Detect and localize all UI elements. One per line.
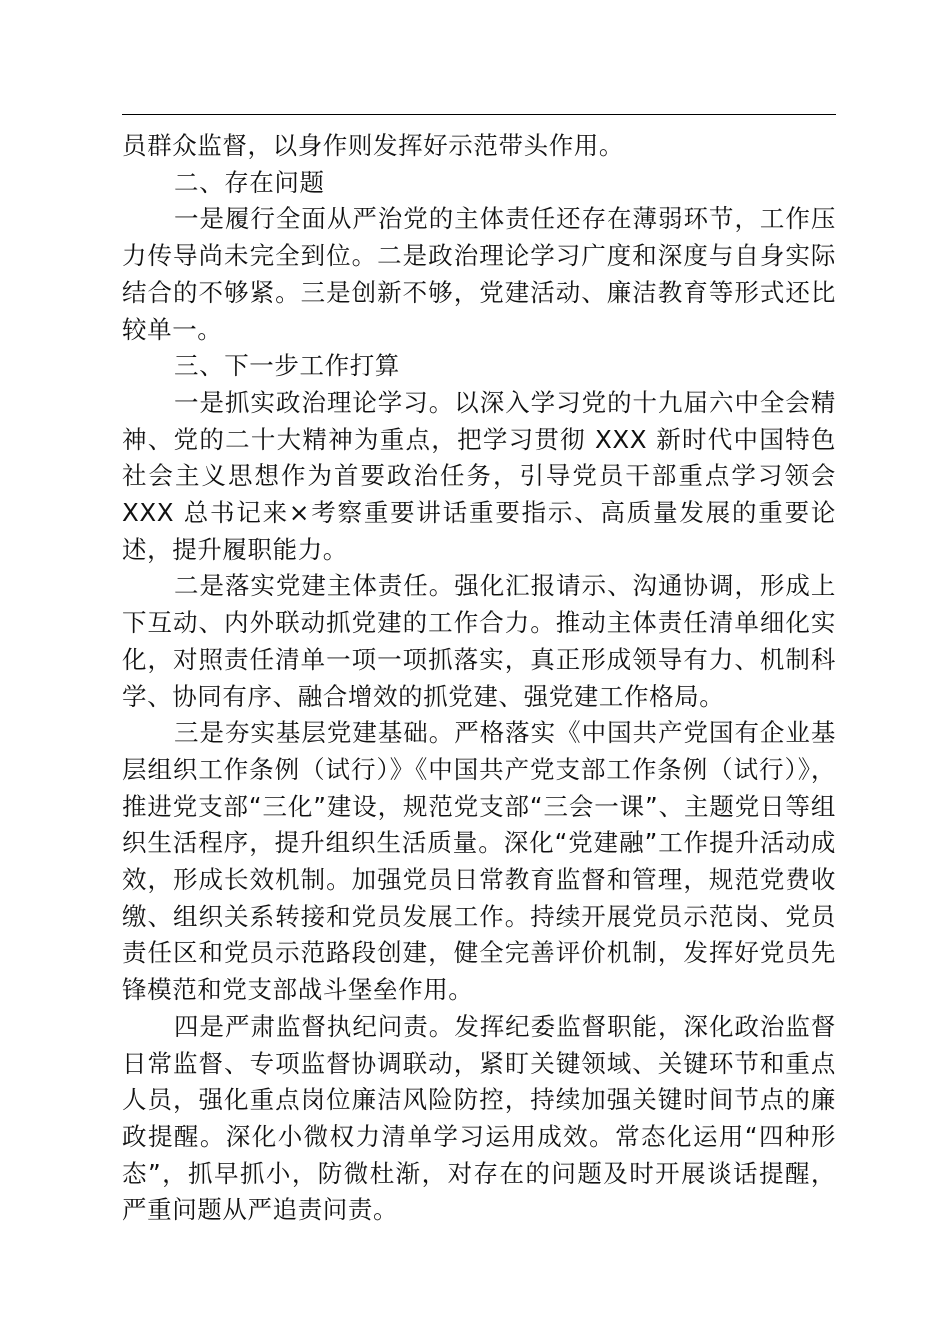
paragraph-party-responsibility: 二是落实党建主体责任。强化汇报请示、沟通协调，形成上下互动、内外联动抓党建的工作合力。推动主体责任清单细化实化，对照责任清单一项一项抓落实，真正形成领导有力、机制科学、协同有序、融合增效的抓党建、强党建工作格局。 (122, 571, 836, 711)
document-body (122, 128, 836, 1229)
paragraph-grassroots: 三是夯实基层党建基础。严格落实《中国共产党国有企业基层组织工作条例（试行）》《中国共产党支部工作条例（试行）》，推进党支部“三化”建设，规范党支部“三会一课”、主题党日等组织生活程序，提升组织生活质量。深化“党建融”工作提升活动成效，形成长效机制。加强党员日常教育监督和管理，规范党费收缴、组织关系转接和党员发展工作。持续开展党员示范岗、党员责任区和党员示范路段创建，健全完善评价机制，发挥好党员先锋模范和党支部战斗堡垒作用。 (122, 718, 836, 1005)
section-heading-next-steps: 三、下一步工作打算 (174, 351, 400, 381)
paragraph-supervision: 四是严肃监督执纪问责。发挥纪委监督职能，深化政治监督日常监督、专项监督协调联动，紧盯关键领域、关键环节和重点人员，强化重点岗位廉洁风险防控，持续加强关键时间节点的廉政提醒。深化小微权力清单学习运用成效。常态化运用“四种形态”，抓早抓小，防微杜渐，对存在的问题及时开展谈话提醒，严重问题从严追责问责。 (122, 1011, 836, 1225)
paragraph-problems: 一是履行全面从严治党的主体责任还存在薄弱环节，工作压力传导尚未完全到位。二是政治理论学习广度和深度与自身实际结合的不够紧。三是创新不够，党建活动、廉洁教育等形式还比较单一。 (122, 204, 836, 344)
continuation-paragraph: 员群众监督，以身作则发挥好示范带头作用。 (122, 131, 624, 160)
header-rule (122, 114, 836, 115)
paragraph-theory-study: 一是抓实政治理论学习。以深入学习党的十九届六中全会精神、党的二十大精神为重点，把学习贯彻 XXX 新时代中国特色社会主义思想作为首要政治任务，引导党员干部重点学习领会 XXX 总书记来×考察重要讲话重要指示、高质量发展的重要论述，提升履职能力。 (122, 387, 836, 564)
section-heading-problems: 二、存在问题 (174, 167, 325, 197)
